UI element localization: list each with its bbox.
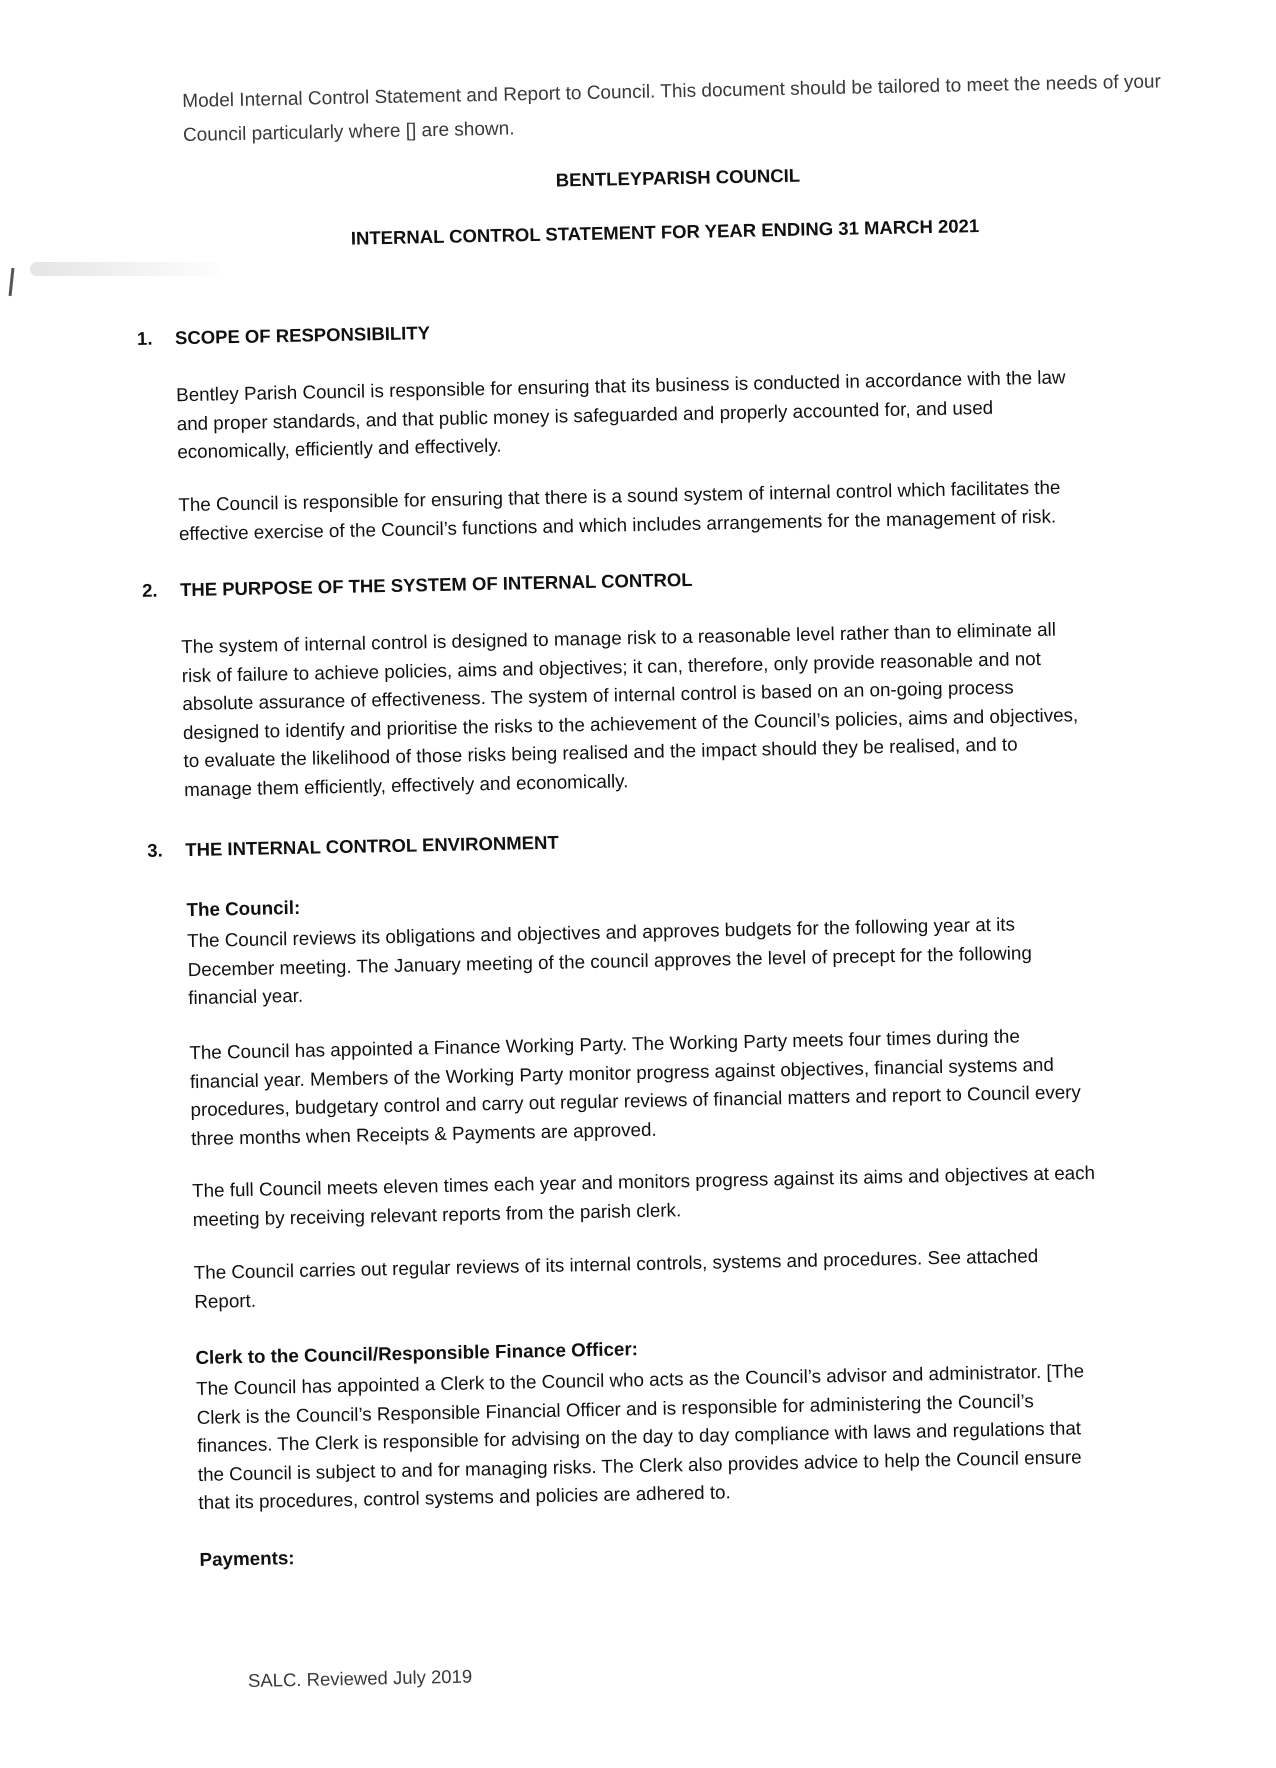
intro-note: Model Internal Control Statement and Report to Council. This document should be tailored to meet the needs of your Council particularly where [] are shown. (182, 71, 1162, 147)
section-number: 2. (141, 579, 158, 601)
subsection-heading-payments: Payments: (199, 1547, 295, 1570)
paragraph: Bentley Parish Council is responsible for ensuring that its business is conducted in accordance with the law and proper standards, and that public money is safeguarded and properly accounted for, and used economically, efficiently and effectively. (175, 366, 1066, 463)
paragraph: The Council has appointed a Finance Working Party. The Working Party meets four times during the financial year. Members of the Working Party monitor progress against objectives, financial systems and procedures, budgetary control and carry out regular reviews of financial matters and report to Council every three months when Receipts & Payments are approved. (189, 1025, 1082, 1149)
section-title: THE INTERNAL CONTROL ENVIRONMENT (185, 831, 559, 861)
paragraph: The full Council meets eleven times each year and monitors progress against its aims and objectives at each meeting by receiving relevant reports from the parish clerk. (191, 1161, 1096, 1230)
council-name: BENTLEYPARISH COUNCIL (555, 164, 801, 191)
subsection-heading-council: The Council: (186, 896, 301, 921)
subsection-heading-clerk: Clerk to the Council/Responsible Finance Officer: (195, 1338, 639, 1369)
section-number: 1. (136, 327, 153, 349)
section-1-heading (137, 322, 430, 350)
statement-title: INTERNAL CONTROL STATEMENT FOR YEAR ENDING 31 MARCH 2021 (350, 215, 980, 249)
footer-note: SALC. Reviewed July 2019 (247, 1665, 473, 1692)
section-title: SCOPE OF RESPONSIBILITY (174, 322, 431, 349)
section-number: 3. (147, 839, 163, 861)
paragraph: The Council has appointed a Clerk to the Council who acts as the Council’s advisor and administrator. [The Clerk is the Council’s Responsible Financial Officer and is responsible for administering the Council’s finances. The Clerk is responsible for advising on the day to day compliance with laws and regulations that the Council is subject to and for managing risks. The Clerk also provides advice to help the Council ensure that its procedures, control systems and policies are adhered to. (195, 1360, 1085, 1513)
paragraph: The Council is responsible for ensuring that there is a sound system of internal control which facilitates the effective exercise of the Council’s functions and which includes arrangements for the management of risk. (178, 476, 1061, 544)
section-2-heading (142, 569, 693, 602)
paragraph: The Council carries out regular reviews of its internal controls, systems and procedures. See attached Report. (193, 1245, 1039, 1312)
paragraph: The system of internal control is designed to manage risk to a reasonable level rather than to eliminate all risk of failure to achieve policies, aims and objectives; it can, therefore, only provide reasonable and not absolute assurance of effectiveness. The system of internal control is based on an on-going process designed to identify and prioritise the risks to the achievement of the Council’s policies, aims and objectives, to evaluate the likelihood of those risks being realised and the impact should they be realised, and to manage them efficiently, effectively and economically. (181, 618, 1079, 800)
section-3-heading (147, 832, 559, 862)
paragraph: The Council reviews its obligations and objectives and approves budgets for the following year at its December meeting. The January meeting of the council approves the level of precept for the following financial year. (186, 913, 1032, 1009)
section-title: THE PURPOSE OF THE SYSTEM OF INTERNAL CONTROL (179, 568, 693, 601)
